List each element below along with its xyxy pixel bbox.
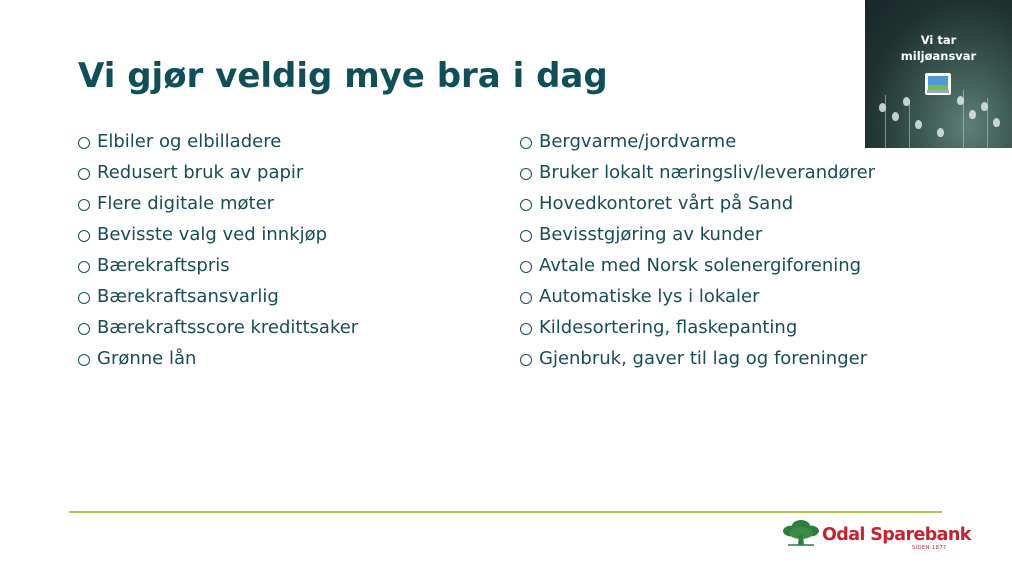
list-item: Kildesortering, flaskepanting — [520, 312, 875, 343]
bullet-circle-icon — [78, 354, 90, 366]
list-item: Redusert bruk av papir — [78, 157, 358, 188]
environment-badge-image — [865, 0, 1012, 148]
flower-stem — [885, 95, 886, 148]
bullet-circle-icon — [520, 199, 532, 211]
list-item: Bærekraftsscore kredittsaker — [78, 312, 358, 343]
flower-icon — [937, 128, 944, 137]
bullet-circle-icon — [78, 199, 90, 211]
bullet-circle-icon — [520, 168, 532, 180]
footer-divider — [69, 511, 942, 513]
slide-title: Vi gjør veldig mye bra i dag — [78, 56, 608, 96]
bullet-list-left — [78, 126, 358, 374]
list-item: Bærekraftsansvarlig — [78, 281, 358, 312]
list-item: Hovedkontoret vårt på Sand — [520, 188, 875, 219]
brand-since: SIDEN 1877 — [912, 545, 947, 551]
bullet-circle-icon — [78, 168, 90, 180]
bullet-circle-icon — [78, 292, 90, 304]
flower-icon — [879, 103, 886, 112]
list-item: Automatiske lys i lokaler — [520, 281, 875, 312]
bullet-circle-icon — [520, 137, 532, 149]
list-item: Bærekraftspris — [78, 250, 358, 281]
list-item: Grønne lån — [78, 343, 358, 374]
flower-stem — [909, 100, 910, 148]
bullet-circle-icon — [520, 323, 532, 335]
list-item: Flere digitale møter — [78, 188, 358, 219]
badge-line-2: miljøansvar — [900, 49, 977, 63]
bullet-circle-icon — [520, 292, 532, 304]
list-item: Elbiler og elbilladere — [78, 126, 358, 157]
bullet-circle-icon — [520, 261, 532, 273]
bullet-circle-icon — [78, 323, 90, 335]
brand-name: Odal Sparebank — [822, 525, 971, 545]
flower-icon — [892, 112, 899, 121]
bullet-circle-icon — [78, 261, 90, 273]
flower-icon — [903, 97, 910, 106]
list-item: Avtale med Norsk solenergiforening — [520, 250, 875, 281]
miljofyrtarn-logo-icon — [925, 73, 951, 95]
bullet-list-right — [520, 126, 875, 374]
badge-line-1: Vi tar — [920, 33, 957, 47]
flower-icon — [957, 96, 964, 105]
list-item: Bruker lokalt næringsliv/leverandører — [520, 157, 875, 188]
badge-text — [865, 32, 1012, 64]
bullet-circle-icon — [78, 137, 90, 149]
flower-icon — [981, 102, 988, 111]
list-item: Bergvarme/jordvarme — [520, 126, 875, 157]
flower-icon — [915, 120, 922, 129]
list-item: Gjenbruk, gaver til lag og foreninger — [520, 343, 875, 374]
brand-logo — [782, 517, 971, 557]
flower-icon — [993, 118, 1000, 127]
list-item: Bevisste valg ved innkjøp — [78, 219, 358, 250]
list-item: Bevisstgjøring av kunder — [520, 219, 875, 250]
tree-logo-icon — [782, 517, 820, 547]
bullet-circle-icon — [78, 230, 90, 242]
flower-icon — [969, 110, 976, 119]
bullet-circle-icon — [520, 230, 532, 242]
bullet-circle-icon — [520, 354, 532, 366]
